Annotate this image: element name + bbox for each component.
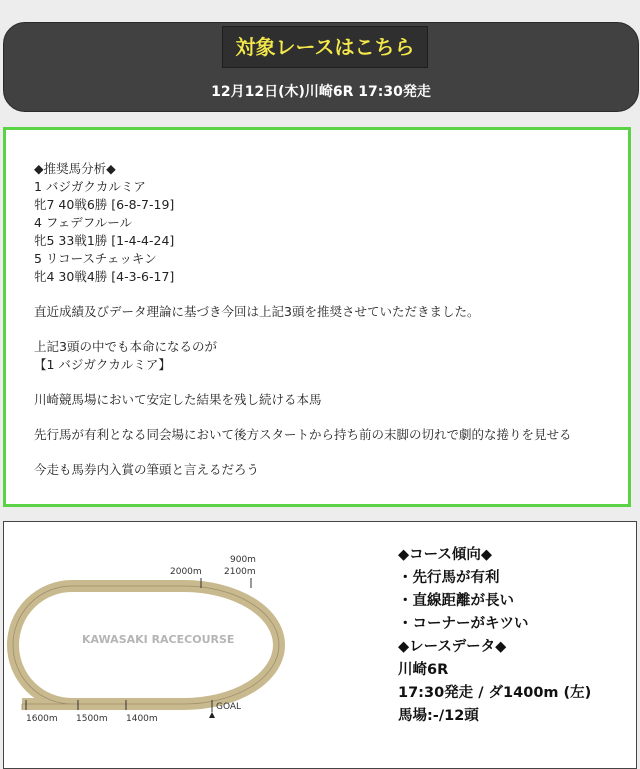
marker-1400m: 1400m [126, 714, 158, 724]
trend-item-3: ・コーナーがキツい [398, 616, 529, 632]
marker-goal: GOAL [216, 702, 242, 712]
recommend-text: 直近成績及びデータ理論に基づき今回は上記3頭を推奨させていただきました。 [34, 304, 480, 319]
analysis-heading: ◆推奨馬分析◆ [34, 161, 116, 176]
favorite-reason-2: 先行馬が有利となる同会場において後方スタートから持ち前の末脚の切れで劇的な捲りを見せる [34, 427, 572, 442]
horse-2-record: 牝5 33戦1勝 [1-4-4-24] [34, 233, 175, 248]
analysis-text [34, 160, 618, 479]
marker-900m: 900m [230, 555, 256, 565]
horse-1-name: 1 バジガクカルミア [34, 179, 146, 194]
horse-2-name: 4 フェデフルール [34, 215, 133, 230]
race-venue: 川崎6R [398, 662, 449, 678]
favorite-reason-1: 川崎競馬場において安定した結果を残し続ける本馬 [34, 392, 322, 407]
horse-3-name: 5 リコースチェッキン [34, 251, 157, 266]
marker-1500m: 1500m [76, 714, 108, 724]
goal-marker-icon [209, 712, 215, 718]
trend-heading: ◆コース傾向◆ [398, 547, 493, 563]
race-data-heading: ◆レースデータ◆ [398, 639, 507, 655]
horse-3-record: 牝4 30戦4勝 [4-3-6-17] [34, 269, 175, 284]
trend-item-1: ・先行馬が有利 [398, 570, 500, 586]
horse-1-record: 牝7 40戦6勝 [6-8-7-19] [34, 197, 175, 212]
track-name: KAWASAKI RACECOURSE [82, 633, 235, 646]
favorite-conclusion: 今走も馬券内入賞の筆頭と言えるだろう [34, 462, 260, 477]
favorite-intro: 上記3頭の中でも本命になるのが [34, 339, 217, 354]
marker-2100m: 2100m [224, 567, 256, 577]
target-race-tab[interactable]: 対象レースはこちら [222, 26, 428, 68]
race-ground: 馬場:-/12頭 [398, 708, 479, 724]
analysis-panel [3, 127, 631, 507]
race-banner [3, 22, 639, 112]
race-start-distance: 17:30発走 / ダ1400m (左) [398, 685, 592, 701]
favorite-horse: 【1 バジガクカルミア】 [34, 357, 171, 372]
course-panel [3, 521, 637, 769]
track-diagram [4, 522, 394, 768]
race-info: 12月12日(木)川崎6R 17:30発走 [211, 84, 431, 100]
marker-1600m: 1600m [26, 714, 58, 724]
marker-2000m: 2000m [170, 567, 202, 577]
course-trend [398, 544, 634, 728]
trend-item-2: ・直線距離が長い [398, 593, 514, 609]
